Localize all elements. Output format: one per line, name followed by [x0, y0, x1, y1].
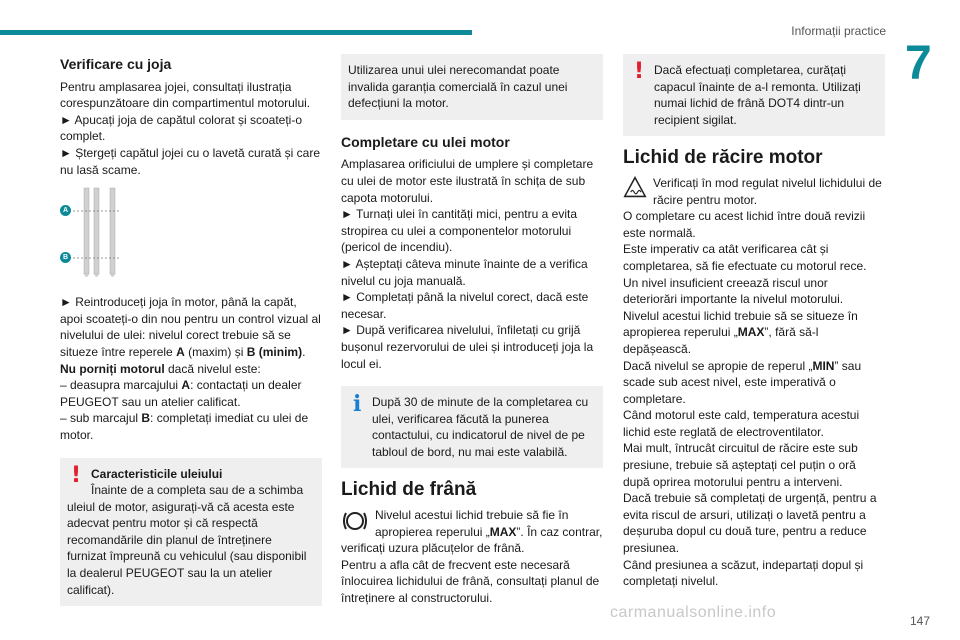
- paragraph: ► Turnați ulei în cantități mici, pentru a evita stropirea cu ulei a componentelor motorului (pericol de incendiu).: [341, 207, 577, 255]
- paragraph: – sub marcajul B: completați imediat cu ulei de motor.: [60, 411, 309, 442]
- info-icon: i: [353, 391, 362, 418]
- heading-coolant: Lichid de răcire motor: [623, 147, 823, 169]
- warning-note-oil: ! Caracteristicile uleiului Înainte de a completa sau de a schimba uleiul de motor, asigurați-vă că acesta este adecvat pentru motor și că respectă recomandările din planul de întreținere furnizat împreună cu vehiculul (sau disponibil la dealerul PEUGEOT sau la un atelier calificat).: [60, 458, 322, 607]
- column-1: [60, 52, 322, 616]
- coolant-warning-block: Verificați în mod regulat nivelul lichidului de răcire pentru motor.: [623, 175, 885, 208]
- column-3: [623, 52, 885, 590]
- paragraph: Este imperativ ca atât verificarea cât și completarea, să fie efectuate cu motorul rece.: [623, 242, 867, 273]
- watermark: carmanualsonline.info: [610, 604, 777, 621]
- paragraph: Mai mult, întrucât circuitul de răcire este sub presiune, trebuie să așteptați cel puțin o oră după oprirea motorului pentru a interveni.: [623, 441, 858, 489]
- paragraph: Amplasarea orificiului de umplere și completare cu ulei de motor este ilustrată în schița de sub capota motorului.: [341, 157, 594, 205]
- header-accent-bar: [0, 30, 472, 35]
- warning-icon: !: [634, 59, 645, 84]
- paragraph: Pentru amplasarea jojei, consultați ilustrația corespunzătoare din compartimentul motorului.: [60, 79, 311, 111]
- paragraph: Când presiunea a scăzut, indepartați dopul și completați nivelul.: [623, 557, 864, 589]
- brake-warning-icon: [341, 507, 369, 535]
- paragraph: Dacă trebuie să completați de urgență, pentru a evita riscul de arsuri, utilizați o lavetă pentru a deșuruba dopul cu două ture, pentru a reduce presiunea.: [623, 491, 877, 556]
- paragraph: ► Apucați joja de capătul colorat și scoateți-o complet.: [60, 112, 303, 144]
- warning-note-brake: ! Dacă efectuați completarea, curățați capacul înainte de a-l remonta. Utilizați numai lichid de frână DOT4 dintr-un recipient sigilat.: [623, 54, 885, 136]
- warning-icon: !: [71, 462, 82, 488]
- paragraph: – deasupra marcajului A: contactați un dealer PEUGEOT sau un atelier calificat.: [60, 378, 302, 409]
- hazard-triangle-icon: [623, 175, 647, 199]
- column-2: [341, 52, 603, 607]
- heading-dipstick-check: Verificare cu joja: [60, 56, 172, 72]
- heading-oil-topup: Completare cu ulei motor: [341, 133, 510, 150]
- paragraph: Nu porniți motorul dacă nivelul este:: [60, 361, 261, 376]
- paragraph: Dacă nivelul se apropie de reperul „MIN” sau scade sub acest nivel, este imperativă o completare.: [623, 358, 862, 406]
- chapter-number: 7: [905, 37, 932, 90]
- marker-a: A: [60, 205, 71, 216]
- paragraph: Un nivel insuficient creează riscul unor deteriorări importante la nivelul motorului.: [623, 275, 844, 307]
- paragraph: ► Completați până la nivelul corect, dacă este necesar.: [341, 290, 589, 321]
- dipstick-illustration: [60, 186, 322, 286]
- brake-fluid-block: Nivelul acestui lichid trebuie să fie în apropierea reperului „MAX”. În caz contrar, verificați uzura plăcuțelor de frână. Pentru a afla cât de frecvent este necesară înlocuirea lichidului de frână, consultați planul de întreținere al constructorului.: [341, 508, 603, 606]
- info-note-oil: i După 30 de minute de la completarea cu ulei, verificarea făcută la punerea contactului, cu indicatorul de nivel de pe tabloul de bord, nu mai este valabilă.: [341, 386, 603, 468]
- paragraph: ► Reintroduceți joja în motor, până la capăt, apoi scoateți-o din nou pentru un control vizual al nivelului de ulei: nivelul corect trebuie să se situeze între reperele A (maxim) și B (minim).: [60, 295, 321, 359]
- paragraph: O completare cu acest lichid între două revizii este normală.: [623, 209, 866, 240]
- page-number: 147: [909, 614, 930, 628]
- marker-b: B: [60, 252, 71, 263]
- paragraph: ► După verificarea nivelului, înfiletați cu grijă bușonul rezervorului de ulei și introduceți joja la locul ei.: [341, 323, 594, 371]
- note-oil-warranty: Utilizarea unui ulei nerecomandat poate invalida garanția comercială în cazul unei defecțiuni la motor.: [341, 54, 603, 120]
- section-title: Informații practice: [791, 24, 886, 38]
- paragraph: ► Ștergeți capătul jojei cu o lavetă curată și care nu lasă scame.: [60, 145, 321, 177]
- paragraph: ► Așteptați câteva minute înainte de a verifica nivelul cu joja manuală.: [341, 256, 588, 288]
- paragraph: Nivelul acestui lichid trebuie să se situeze în apropierea reperului „MAX”, fără să-l depășească.: [623, 308, 858, 356]
- heading-brake-fluid: Lichid de frână: [341, 479, 477, 501]
- dipstick-icon: [60, 186, 180, 286]
- paragraph: Când motorul este cald, temperatura acestui lichid este reglată de electroventilator.: [623, 408, 860, 439]
